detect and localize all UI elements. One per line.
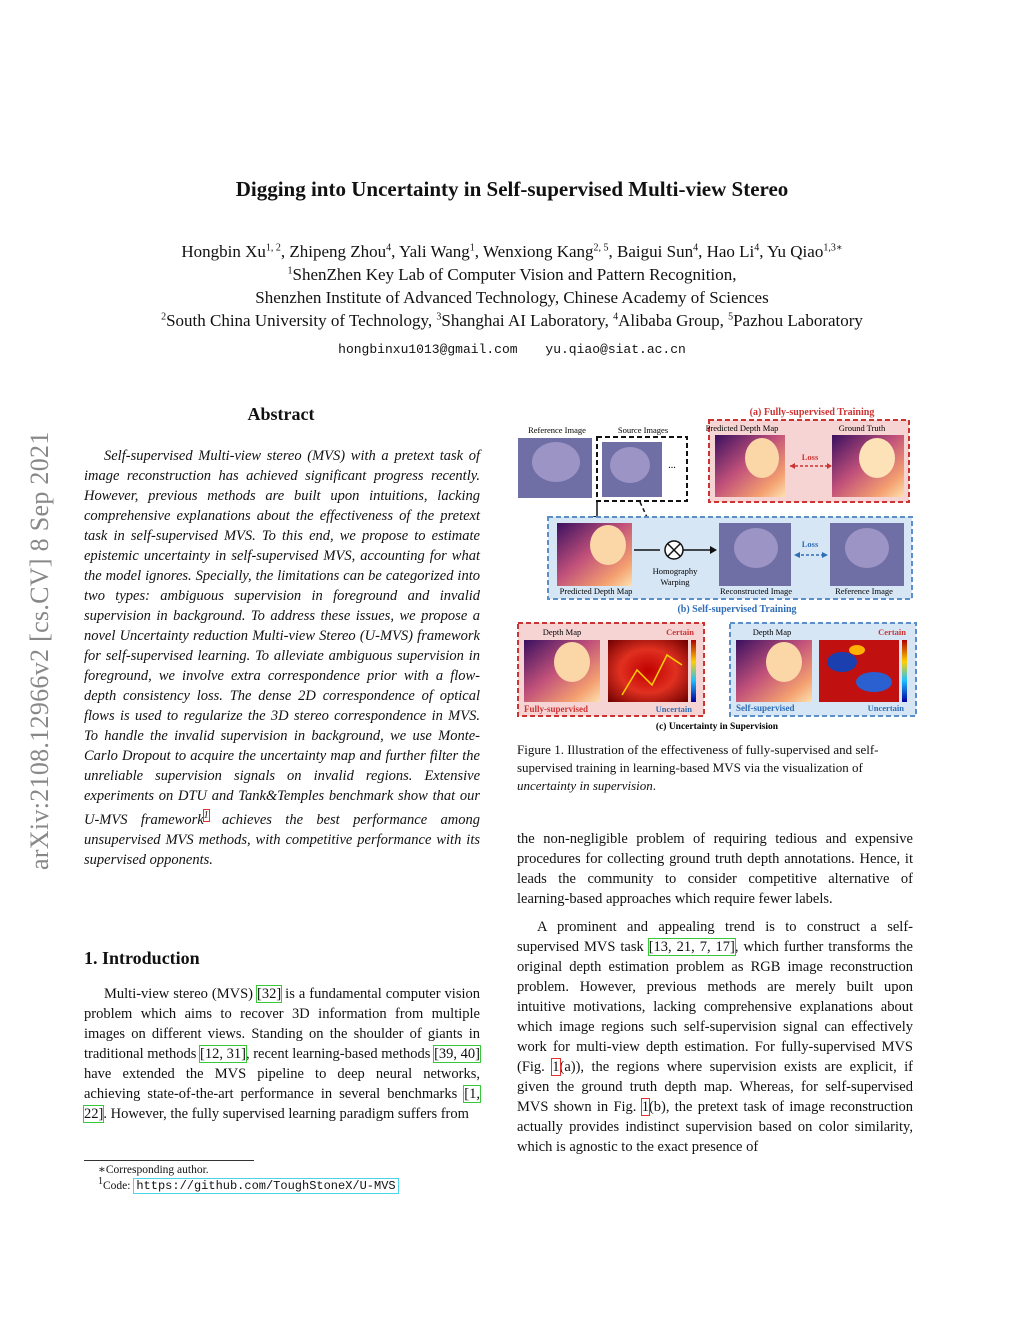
- intro-paragraph: Multi-view stereo (MVS) [32] is a fundamental computer vision problem which aims to recover 3D information from multiple images on different views. Standing on the shoulder of giants in traditional methods [12, 31], recent learning-based methods [39, 40] have extended the MVS pipeline to deep neural networks, achieving state-of-the-art performance in several benchmarks [1, 22]. However, the fully supervised learning paradigm suffers from: [84, 986, 480, 1122]
- footnote-rule: [84, 1160, 254, 1161]
- depth-blob-a: [745, 438, 779, 478]
- figure-ref-link[interactable]: 1: [552, 1059, 560, 1075]
- ref-statue: [532, 442, 580, 482]
- label-self-supervised: Self-supervised: [736, 703, 795, 713]
- gt-blob: [859, 438, 895, 478]
- src-statue: [610, 447, 650, 483]
- label-reference-image: Reference Image: [528, 425, 586, 435]
- label-uncertain-c1: Uncertain: [655, 704, 692, 714]
- citation-link[interactable]: [1, 22]: [84, 1086, 480, 1122]
- author-name: Zhipeng Zhou: [289, 242, 387, 261]
- loss-label-b: Loss: [801, 539, 819, 549]
- abstract-heading: Abstract: [247, 404, 315, 424]
- author-affiliation-mark: 1: [469, 242, 475, 254]
- label-reconstructed: Reconstructed Image: [720, 586, 792, 596]
- footnotes: [84, 1162, 480, 1194]
- label-uncertain-c2: Uncertain: [867, 703, 904, 713]
- label-warping: Warping: [660, 577, 690, 587]
- label-certain-c1: Certain: [666, 627, 694, 637]
- email-2[interactable]: yu.qiao@siat.ac.cn: [545, 342, 686, 357]
- label-ground-truth: Ground Truth: [838, 423, 886, 433]
- paragraph-trend: A prominent and appealing trend is to construct a self-supervised MVS task [13, 21, 7, 17], which further transforms the original depth estimation problem as RGB image reconstruction problem. However, previous methods are merely built upon intuitive motivations, lacking comprehensive explanations about which image regions such self-supervision signal can effectively work for multi-view depth estimation. For fully-supervised MVS (Fig. 1(a)), the regions where supervision exists are explicit, if given the ground truth depth map. Whereas, for self-supervised MVS shown in Fig. 1(b), the pretext task of image reconstruction actually provides indistinct supervision based on color similarity, which is agnostic to the exact presence of: [517, 919, 913, 1155]
- affiliation-2: $^2$South China University of Technology, $^3$Shanghai AI Laboratory, $^4$Alibaba Group, $^5$Pazhou Laboratory: [161, 311, 863, 330]
- depth-blob-c2: [766, 642, 802, 682]
- uncertainty-blob-c2c: [849, 645, 865, 655]
- uncertainty-blob-c2b: [856, 672, 892, 692]
- author-name: Hongbin Xu: [181, 242, 266, 261]
- right-column-text: [517, 829, 913, 1165]
- author-affiliation-mark: 1, 2: [265, 242, 281, 254]
- ref-statue-b: [845, 528, 889, 568]
- panel-c-title: (c) Uncertainty in Supervision: [655, 722, 779, 732]
- label-pred-depth-b: Predicted Depth Map: [559, 586, 633, 596]
- author-name: Yali Wang: [399, 242, 470, 261]
- affiliation-1: $^1$ShenZhen Key Lab of Computer Vision and Pattern Recognition,: [287, 265, 737, 284]
- recon-statue: [734, 528, 778, 568]
- label-reference-image-b: Reference Image: [835, 586, 893, 596]
- author-line: Hongbin Xu$^{1, 2}$, Zhipeng Zhou$^4$, Yali Wang$^1$, Wenxiong Kang$^{2, 5}$, Baigui Sun$^4$, Hao Li$^4$, Yu Qiao$^{1,3∗}$: [181, 242, 843, 261]
- label-pred-depth-a: Predicted Depth Map: [705, 423, 779, 433]
- author-affiliation-mark: 4: [386, 242, 392, 254]
- label-certain-c2: Certain: [878, 627, 906, 637]
- uncertainty-blob-c2a: [827, 652, 857, 672]
- panel-b-title: (b) Self-supervised Training: [677, 604, 797, 615]
- label-source-images: Source Images: [617, 425, 669, 435]
- author-affiliation-mark: 4: [754, 242, 760, 254]
- author-affiliation-mark: 1,3∗: [823, 242, 843, 254]
- figure-1: [512, 400, 922, 740]
- author-name: Wenxiong Kang: [483, 242, 594, 261]
- section-heading-introduction: 1. Introduction: [84, 948, 200, 968]
- footnote-link[interactable]: 1: [203, 810, 209, 821]
- paragraph-continuation: the non-negligible problem of requiring tedious and expensive procedures for collecting ground truth depth annotations. Hence, it leads the community to consider competitive alternative of learning-based approaches which require fewer labels.: [517, 831, 913, 907]
- author-affiliation-mark: 2, 5: [593, 242, 609, 254]
- label-depth-map-c2: Depth Map: [752, 627, 792, 637]
- figure-caption: Figure 1. Illustration of the effectiveness of fully-supervised and self-supervised training in learning-based MVS via the visualization of uncertainty in supervision.: [517, 742, 879, 793]
- label-fully-supervised: Fully-supervised: [524, 704, 589, 714]
- author-block: [80, 240, 944, 332]
- affiliation-1b: Shenzhen Institute of Advanced Technology, Chinese Academy of Sciences: [255, 288, 769, 307]
- arxiv-stamp: arXiv:2108.12966v2 [cs.CV] 8 Sep 2021: [25, 431, 54, 870]
- loss-label-a: Loss: [801, 452, 819, 462]
- paper-title: Digging into Uncertainty in Self-supervised Multi-view Stereo: [235, 177, 789, 201]
- emails: [0, 342, 1024, 357]
- citation-link[interactable]: [13, 21, 7, 17]: [648, 939, 735, 955]
- label-depth-map-c1: Depth Map: [542, 627, 582, 637]
- abstract-text: Self-supervised Multi-view stereo (MVS) with a pretext task of image reconstruction has achieved significant progress recently. However, previous methods are built upon intuitions, lacking comprehensive explanations about the effectiveness of the pretext task in self-supervised MVS. To this end, we propose to estimate epistemic uncertainty in self-supervised MVS, accounting for what the model ignores. Specially, the limitations can be categorized into two types: ambiguous supervision in foreground and invalid supervision in background. To address these issues, we propose a novel Uncertainty reduction Multi-view Stereo (U-MVS) framework for self-supervised learning. To alleviate ambiguous supervision in foreground, we involve extra correspondence prior with a flow-depth consistency loss. The dense 2D correspondence of optical flows is used to regularize the 3D stereo correspondence in MVS. To handle the invalid supervision in background, we use Monte-Carlo Dropout to acquire the uncertainty map and further filter the unreliable supervision signals on invalid regions. Extensive experiments on DTU and Tank&Temples benchmark show that our U-MVS framework$^1$ achieves the best performance among unsupervised MVS methods, with competitive performance with its supervised opponents.: [84, 448, 480, 868]
- uncertainty-map-c1: [608, 640, 688, 702]
- author-affiliation-mark: 4: [693, 242, 699, 254]
- citation-link[interactable]: [39, 40]: [434, 1046, 480, 1062]
- figure-ref-link[interactable]: 1: [641, 1099, 649, 1115]
- depth-blob-b: [590, 525, 626, 565]
- colorbar-c1: [691, 640, 696, 702]
- citation-link[interactable]: [32]: [256, 986, 282, 1002]
- panel-a-title: (a) Fully-supervised Training: [749, 407, 875, 418]
- author-name: Hao Li: [706, 242, 755, 261]
- author-name: Yu Qiao: [767, 242, 824, 261]
- code-url-link[interactable]: https://github.com/ToughStoneX/U-MVS: [133, 1178, 398, 1194]
- citation-link[interactable]: [12, 31]: [200, 1046, 246, 1062]
- depth-blob-c1: [554, 642, 590, 682]
- footnote-code: $^1$Code: https://github.com/ToughStoneX/U-MVS: [84, 1178, 480, 1194]
- source-ellipsis: ...: [668, 460, 676, 471]
- label-homography: Homography: [652, 566, 698, 576]
- author-name: Baigui Sun: [617, 242, 694, 261]
- email-1[interactable]: hongbinxu1013@gmail.com: [338, 342, 518, 357]
- colorbar-c2: [902, 640, 907, 702]
- footnote-corresponding: ∗Corresponding author.: [98, 1164, 209, 1176]
